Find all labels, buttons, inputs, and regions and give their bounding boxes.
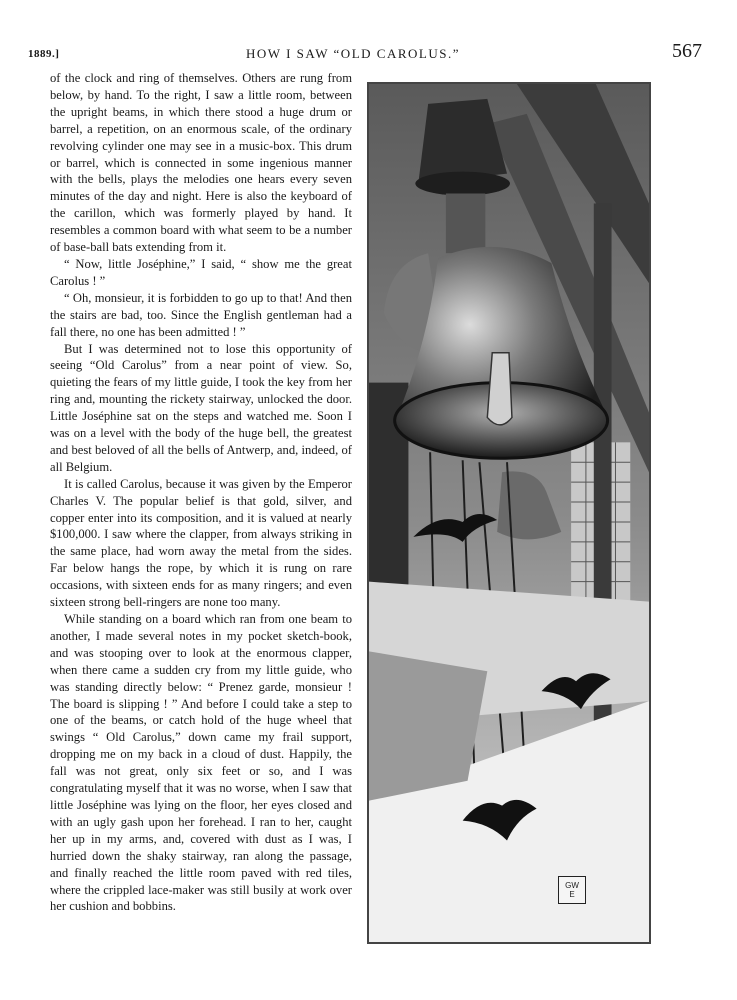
paragraph-6: While standing on a board which ran from one beam to another, I made several notes in my pocket sketch-book, and was stooping over to look at the enormous clapper, when there came a sudden cry from my little guide, who was standing directly below: “ Prenez garde, monsieur ! The board is slipping ! ” And before I could take a step to one of the beams, or catch hold of the huge wheel that swings “ Old Carolus,” down came my frail support, dropping me on my back in a cloud of dust. Happily, the fall was not great, only six feet or so, and I was congratulating myself that it was no worse, when I saw that little Joséphine was lying on the floor, her eyes closed and with an ugly gash upon her forehead. I ran to her, caught her up in my arms, and, covered with dust as I was, I hurried down the shaky stairway, ran along the passage, and finally reached the little room paved with red tiles, where the crippled lace-maker was still busily at work over her cushion and bobbins.: [50, 612, 352, 914]
paragraph-4: But I was determined not to lose this opportunity of seeing “Old Carolus” from a near point of view. So, quieting the fears of my little guide, I took the key from her ring and, mounting the rickety stairway, unlocked the door. Little Joséphine sat on the steps and watched me. Soon I was on a level with the body of the huge bell, the greatest and best beloved of all the bells of Antwerp, and, indeed, of all Belgium.: [50, 341, 352, 474]
paragraph-5: It is called Carolus, because it was given by the Emperor Charles V. The popular belief is that gold, silver, and copper enter into its composition, and it is valued at nearly $100,000. I saw where the clapper, from always striking in the same place, had worn away the metal from the sides. Far below hangs the rope, by which it is rung on rare occasions, with sixteen ends for as many ringers; and even sixteen strong bell-ringers are none too many.: [50, 476, 352, 610]
artist-monogram: [558, 876, 586, 904]
monogram-line-2: E: [569, 890, 575, 899]
bell-illustration: [367, 82, 651, 944]
header-title: HOW I SAW “OLD CAROLUS.”: [246, 46, 460, 61]
paragraph-2: “ Now, little Joséphine,” I said, “ show me the great Carolus ! ”: [50, 256, 352, 288]
running-header: [28, 40, 702, 68]
header-year: 1889.]: [28, 48, 60, 60]
text-column: [50, 70, 352, 915]
paragraph-1: of the clock and ring of themselves. Others are rung from below, by hand. To the right, I saw a little room, between the upright beams, in which there stood a huge drum or barrel, a repetition, on an enormous scale, of the ordinary revolving cylinder one may see in a music-box. This drum or barrel, which is connected in some ingenious manner with the bells, plays the melodies one hears every seven minutes of the day and night. Here is also the keyboard of the carillon, which was formerly played by hand. It resembles a common board with what seem to be a number of base-ball bats extending from it.: [50, 71, 352, 255]
bell-drawing: [369, 84, 649, 942]
monogram-line-1: GW: [565, 881, 579, 890]
paragraph-3: “ Oh, monsieur, it is forbidden to go up to that! And then the stairs are bad, too. Since the English gentleman had a fall there, no one has been admitted ! ”: [50, 290, 352, 339]
page-number: 567: [672, 40, 702, 62]
